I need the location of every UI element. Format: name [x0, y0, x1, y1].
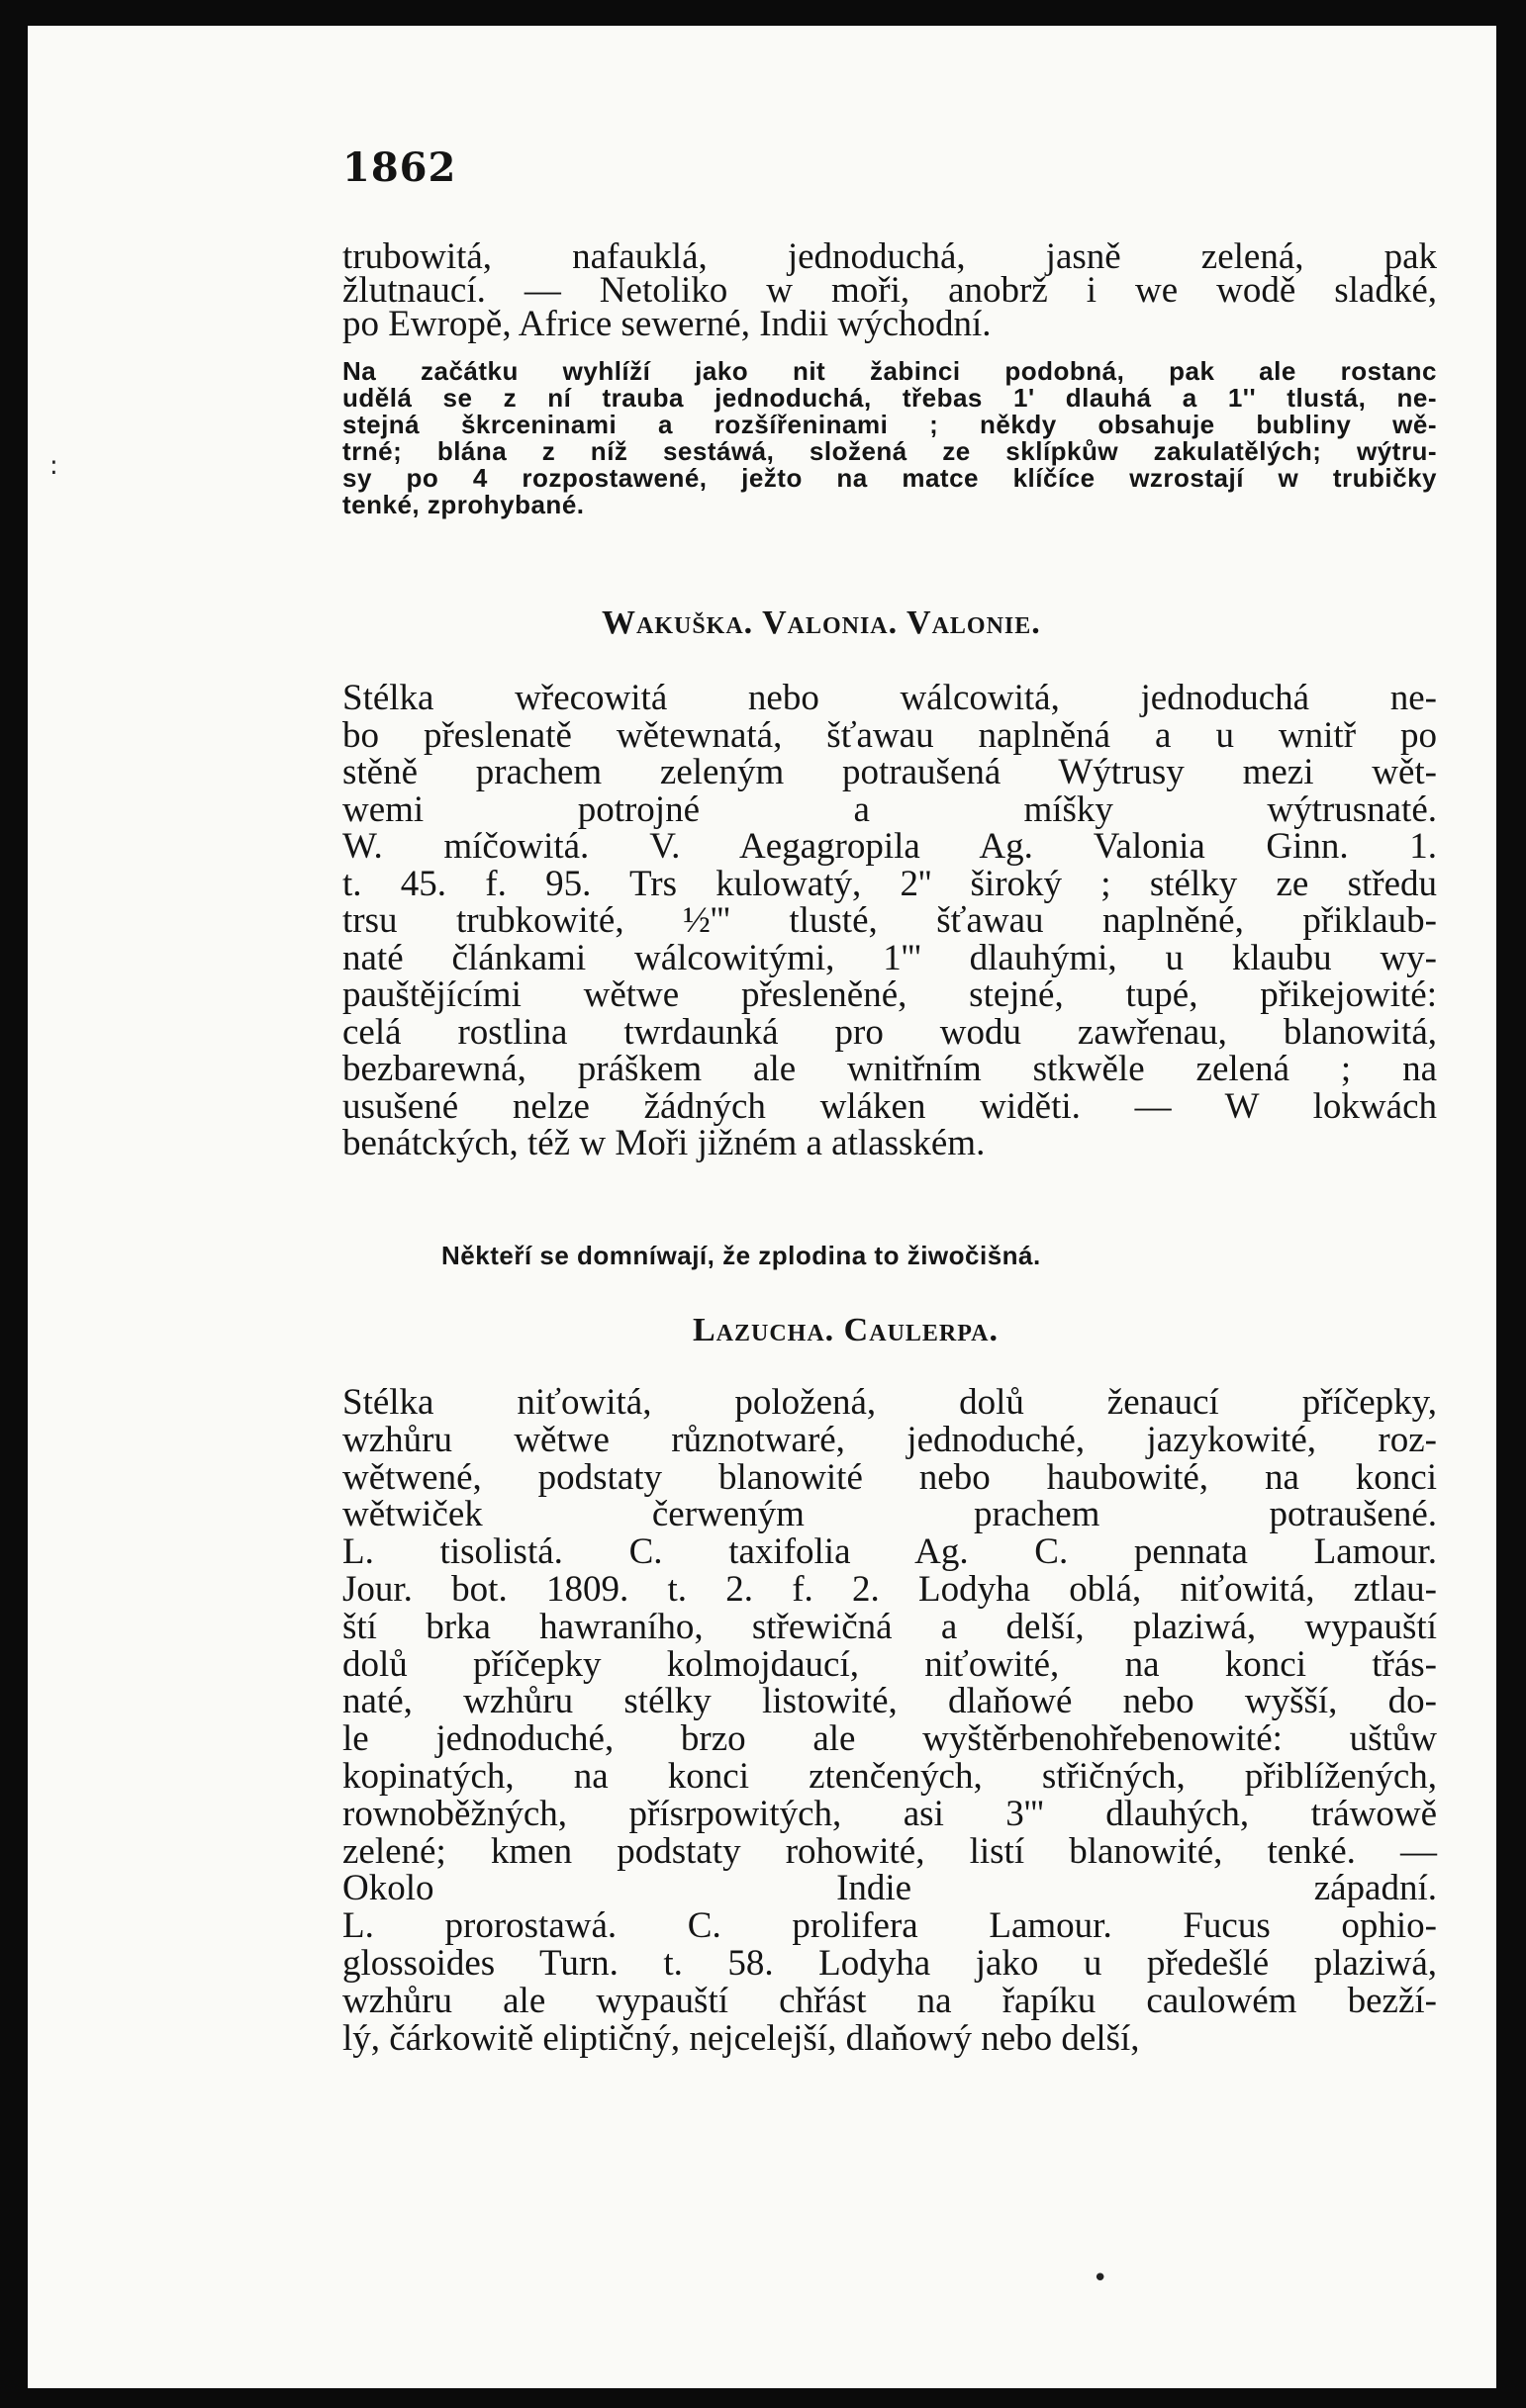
- text-line: t. 45. f. 95. Trs kulowatý, 2'' široký ; stélky ze středu: [342, 863, 1437, 904]
- text-line: dolů příčepky kolmojdaucí, niťowité, na konci třás-: [342, 1643, 1437, 1685]
- text-line: Stélka wřecowitá nebo wálcowitá, jednoduchá ne-: [342, 678, 1437, 718]
- text-line: Jour. bot. 1809. t. 2. f. 2. Lodyha oblá, niťowitá, ztlau-: [342, 1569, 1437, 1610]
- text-line: Okolo Indie západní.: [342, 1868, 1437, 1909]
- page-number: 1862: [342, 144, 457, 191]
- section-caulerpa-text: [28, 26, 1496, 2388]
- footnote-line: udělá se z ní trauba jednoduchá, třebas 1' dlauhá a 1'' tlustá, ne-: [342, 383, 1437, 413]
- section-heading-valonia: Wakuška. Valonia. Valonie.: [602, 604, 1041, 641]
- text-line: bezbarewná, práškem ale wnitřním stkwěle zelená ; na: [342, 1049, 1437, 1089]
- text-line: naté článkami wálcowitými, 1''' dlauhými, u klaubu wy-: [342, 937, 1437, 978]
- text-line: bo přeslenatě wětewnatá, šťawau naplněná a u wnitř po: [342, 714, 1437, 756]
- text-line: W. míčowitá. V. Aegagropila Ag. Valonia Ginn. 1.: [342, 826, 1437, 867]
- text-line: le jednoduché, brzo ale wyštěrbenohřebenowité: uštůw: [342, 1718, 1437, 1760]
- text-line: rownoběžných, přísrpowitých, asi 3''' dlauhých, tráwowě: [342, 1793, 1437, 1834]
- footnote-line: stejná škrceninami a rozšířeninami ; někdy obsahuje bubliny wě-: [342, 410, 1437, 439]
- text-line: Stélka niťowitá, položená, dolů ženaucí příčepky,: [342, 1382, 1437, 1423]
- text-line: kopinatých, na konci ztenčených, střičných, přiblížených,: [342, 1756, 1437, 1797]
- text-line: wětwiček čerweným prachem potraušené.: [342, 1494, 1437, 1535]
- margin-mark: :: [49, 451, 58, 481]
- text-line: wětwené, podstaty blanowité nebo haubowité, na konci: [342, 1456, 1437, 1498]
- footnote-line: Někteří se domníwají, že zplodina to žiwočišná.: [441, 1241, 1041, 1270]
- text-line: ští brka hawraního, střewičná a delší, plaziwá, wypauští: [342, 1606, 1437, 1647]
- text-line: glossoides Turn. t. 58. Lodyha jako u předešlé plaziwá,: [342, 1943, 1437, 1984]
- footnote-line: Na začátku wyhlíží jako nit žabinci podobná, pak ale rostanc: [342, 356, 1437, 386]
- text-line: celá rostlina twrdaunká pro wodu zawřenau, blanowitá,: [342, 1011, 1437, 1053]
- text-line: naté, wzhůru stélky listowité, dlaňowé nebo wyšší, do-: [342, 1681, 1437, 1722]
- footnote-line: sy po 4 rozpostawené, ježto na matce klíčíce wzrostají w trubičky: [342, 463, 1437, 493]
- text-line: L. prorostawá. C. prolifera Lamour. Fucus ophio-: [342, 1905, 1437, 1947]
- text-line: benátckých, též w Moři jižném a atlasském.: [342, 1123, 986, 1163]
- section-heading-caulerpa: Lazucha. Caulerpa.: [693, 1312, 999, 1348]
- text-line: usušené nelze žádných wláken widěti. — W lokwách: [342, 1085, 1437, 1127]
- text-line: wemi potrojné a míšky wýtrusnaté.: [342, 788, 1437, 830]
- text-line: pauštějícími wětwe přesleněné, stejné, tupé, přikejowité:: [342, 974, 1437, 1015]
- stray-dot: •: [1093, 2264, 1108, 2293]
- text-line: stěně prachem zeleným potraušená Wýtrusy mezi wět-: [342, 752, 1437, 792]
- text-line: žlutnaucí. — Netoliko w moři, anobrž i we wodě sladké,: [342, 270, 1437, 311]
- text-line: lý, čárkowitě eliptičný, nejcelejší, dlaňowý nebo delší,: [342, 2017, 1140, 2059]
- text-line: wzhůru ale wypauští chřást na řapíku caulowém bezží-: [342, 1980, 1437, 2021]
- text-line: trsu trubkowité, ½''' tlusté, šťawau naplněné, přiklaub-: [342, 900, 1437, 941]
- book-page: [28, 26, 1496, 2388]
- text-line: po Ewropě, Africe sewerné, Indii wýchodní.: [342, 304, 992, 344]
- text-line: wzhůru wětwe různotwaré, jednoduché, jazykowité, roz-: [342, 1419, 1437, 1460]
- text-line: trubowitá, nafauklá, jednoduchá, jasně zelená, pak: [342, 236, 1437, 277]
- text-line: L. tisolistá. C. taxifolia Ag. C. pennata Lamour.: [342, 1531, 1437, 1573]
- footnote-line: tenké, zprohybané.: [342, 490, 585, 519]
- footnote-line: trné; blána z níž sestáwá, složená ze sklípkůw zakulatělých; wýtru-: [342, 436, 1437, 466]
- text-line: zelené; kmen podstaty rohowité, listí blanowité, tenké. —: [342, 1830, 1437, 1872]
